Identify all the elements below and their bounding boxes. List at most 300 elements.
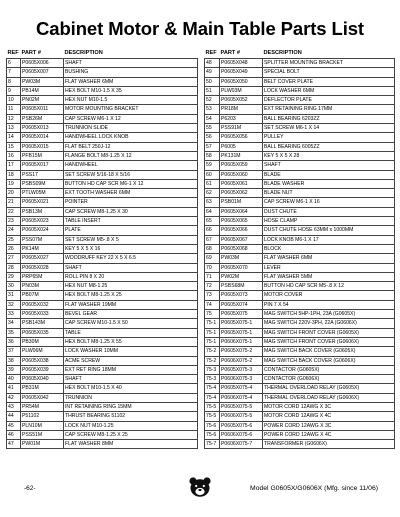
table-row xyxy=(205,347,395,356)
part-number-cell: P0605X049 xyxy=(220,68,263,77)
description-cell: BELT COVER PLATE xyxy=(263,77,395,86)
table-row xyxy=(205,170,395,179)
table-row xyxy=(205,114,395,123)
part-number-cell: P0605X060 xyxy=(220,170,263,179)
part-number-cell: PRP65M xyxy=(21,272,64,281)
ref-number-cell: 75-3 xyxy=(205,365,220,374)
description-cell: FLAT WASHER 5MM xyxy=(263,272,395,281)
ref-number-cell: 52 xyxy=(205,96,220,105)
description-cell: THRUST BEARING 51102 xyxy=(64,412,198,421)
description-cell: BLADE WASHER xyxy=(263,179,395,188)
description-cell: EXT RET RING 18MM xyxy=(64,365,198,374)
description-cell: EXT TOOTH WASHER 6MM xyxy=(64,189,198,198)
ref-number-cell: 12 xyxy=(7,114,21,123)
ref-number-cell: 35 xyxy=(7,328,21,337)
part-number-cell: P0605X074 xyxy=(220,300,263,309)
description-cell: PLATE xyxy=(64,226,198,235)
part-number-cell: P0605X038 xyxy=(21,356,64,365)
table-row xyxy=(7,384,198,393)
part-number-cell: PK14M xyxy=(21,244,64,253)
part-number-cell: P0605X017 xyxy=(21,161,64,170)
description-cell: SHAFT xyxy=(64,263,198,272)
table-row xyxy=(205,105,395,114)
ref-number-cell: 59 xyxy=(205,161,220,170)
table-row xyxy=(205,96,395,105)
ref-number-cell: 61 xyxy=(205,179,220,188)
part-number-cell: PSB13M xyxy=(21,207,64,216)
ref-number-cell: 39 xyxy=(7,365,21,374)
part-number-cell: PSS91M xyxy=(220,124,263,133)
table-row xyxy=(7,421,198,430)
ref-number-cell: 75-3 xyxy=(205,375,220,384)
part-number-cell: P0605X042 xyxy=(21,393,64,402)
part-number-cell: PLN10M xyxy=(21,421,64,430)
description-cell: LOCK KNOB M6-1 X 17 xyxy=(263,235,395,244)
table-row xyxy=(205,68,395,77)
table-row xyxy=(7,272,198,281)
part-number-cell: P51102 xyxy=(21,412,64,421)
table-row xyxy=(7,402,198,411)
ref-number-cell: 19 xyxy=(7,179,21,188)
description-cell: CONTACTOR (G0606X) xyxy=(263,375,395,384)
ref-number-cell: 15 xyxy=(7,142,21,151)
page-number: -62- xyxy=(24,485,36,492)
part-number-cell: P0605X028 xyxy=(21,263,64,272)
part-number-cell: P0605X075-3 xyxy=(220,365,263,374)
table-row xyxy=(205,282,395,291)
ref-number-cell: 38 xyxy=(7,356,21,365)
table-row xyxy=(7,179,198,188)
description-cell: BUSHING xyxy=(64,68,198,77)
table-row xyxy=(7,235,198,244)
table-row xyxy=(205,319,395,328)
part-number-cell: P0605X006 xyxy=(21,59,64,68)
ref-number-cell: 64 xyxy=(205,207,220,216)
table-row xyxy=(7,59,198,68)
table-row xyxy=(7,430,198,439)
table-row xyxy=(205,254,395,263)
part-number-cell: PLW03M xyxy=(220,86,263,95)
ref-number-cell: 75-6 xyxy=(205,421,220,430)
description-cell: POINTER xyxy=(64,198,198,207)
ref-number-cell: 65 xyxy=(205,217,220,226)
description-cell: KEY 5 X 5 X 16 xyxy=(64,244,198,253)
table-row xyxy=(205,300,395,309)
ref-number-cell: 11 xyxy=(7,105,21,114)
ref-number-cell: 32 xyxy=(7,300,21,309)
description-cell: HEX NUT M10-1.5 xyxy=(64,96,198,105)
table-row xyxy=(7,133,198,142)
table-row xyxy=(205,226,395,235)
description-cell: HEX BOLT M8-1.25 X 25 xyxy=(64,291,198,300)
table-row xyxy=(205,440,395,449)
part-number-cell: P0605X021 xyxy=(21,198,64,207)
table-row xyxy=(7,328,198,337)
description-cell: CAP SCREW M6-1 X 12 xyxy=(64,114,198,123)
table-row xyxy=(205,365,395,374)
part-number-cell: P0605X032 xyxy=(21,300,64,309)
description-cell: MOTOR MOUNTING BRACKET xyxy=(64,105,198,114)
description-cell: BUTTON HD CAP SCR M5-.8 X 12 xyxy=(263,282,395,291)
description-cell: MOTOR CORD 12AWG X 3C xyxy=(263,402,395,411)
ref-number-cell: 75-5 xyxy=(205,402,220,411)
description-cell: BUTTON HD CAP SCR M6-1 X 12 xyxy=(64,179,198,188)
ref-number-cell: 25 xyxy=(7,235,21,244)
table-row xyxy=(7,291,198,300)
ref-number-cell: 73 xyxy=(205,291,220,300)
description-cell: BLADE NUT xyxy=(263,189,395,198)
part-number-cell: PSB01M xyxy=(220,198,263,207)
table-row xyxy=(7,319,198,328)
table-row xyxy=(7,356,198,365)
description-cell: SET SCREW M6-1 X 14 xyxy=(263,124,395,133)
table-row xyxy=(7,189,198,198)
part-number-cell: P0605X061 xyxy=(220,179,263,188)
part-number-cell: PR54M xyxy=(21,402,64,411)
model-footer: Model G0605X/G0606X (Mfg. since 11/06) xyxy=(250,485,378,492)
description-cell: MAG SWITCH FRONT COVER (G0606X) xyxy=(263,337,395,346)
description-cell: HOSE CLAMP xyxy=(263,217,395,226)
ref-number-cell: 29 xyxy=(7,272,21,281)
part-number-cell: PW03M xyxy=(21,77,64,86)
part-number-cell: PSS17 xyxy=(21,170,64,179)
ref-number-cell: 43 xyxy=(7,402,21,411)
table-header-row xyxy=(7,48,198,59)
ref-number-cell: 75-1 xyxy=(205,337,220,346)
description-cell: MOTOR CORD 12AWG X 4C xyxy=(263,412,395,421)
part-number-cell: PSBS68M xyxy=(220,282,263,291)
table-row xyxy=(205,198,395,207)
description-cell: CAP SCREW M8-1.25 X 25 xyxy=(64,430,198,439)
part-number-cell: P0605X056 xyxy=(220,133,263,142)
table-row xyxy=(205,291,395,300)
table-row xyxy=(7,124,198,133)
table-row xyxy=(205,393,395,402)
table-row xyxy=(7,161,198,170)
ref-number-cell: 75-4 xyxy=(205,384,220,393)
table-row xyxy=(7,86,198,95)
description-cell: BALL BEARING 6203ZZ xyxy=(263,114,395,123)
part-number-cell: P0605X075-4 xyxy=(220,384,263,393)
table-row xyxy=(7,68,198,77)
description-cell: THERMAL OVERLOAD RELAY (G0606X) xyxy=(263,393,395,402)
table-row xyxy=(205,244,395,253)
table-row xyxy=(205,356,395,365)
ref-number-cell: 26 xyxy=(7,244,21,253)
part-number-cell: PB30M xyxy=(21,337,64,346)
part-number-cell: P0605X024 xyxy=(21,226,64,235)
ref-number-cell: 9 xyxy=(7,86,21,95)
ref-number-cell: 34 xyxy=(7,319,21,328)
parts-table-left xyxy=(6,48,198,449)
table-row xyxy=(205,272,395,281)
description-cell: MAG SWITCH BACK COVER (G0605X) xyxy=(263,347,395,356)
ref-number-cell: 41 xyxy=(7,384,21,393)
part-number-cell: PB14M xyxy=(21,86,64,95)
table-row xyxy=(205,412,395,421)
description-cell: POWER CORD 12AWG X 4C xyxy=(263,430,395,439)
ref-number-cell: 51 xyxy=(205,86,220,95)
part-number-cell: PN02M xyxy=(21,96,64,105)
part-number-cell: P0605X048 xyxy=(220,59,263,68)
description-cell: CAP SCREW M6-1 X 16 xyxy=(263,198,395,207)
table-row xyxy=(205,77,395,86)
description-cell: MAG SWITCH 5HP-1PH, 23A (G0605X) xyxy=(263,310,395,319)
ref-number-cell: 47 xyxy=(7,440,21,449)
part-number-cell: P0605X027 xyxy=(21,254,64,263)
table-row xyxy=(205,310,395,319)
part-number-cell: PN03M xyxy=(21,282,64,291)
ref-column-header: REF xyxy=(205,50,217,56)
ref-number-cell: 55 xyxy=(205,124,220,133)
table-row xyxy=(7,244,198,253)
table-row xyxy=(205,217,395,226)
ref-number-cell: 66 xyxy=(205,226,220,235)
table-row xyxy=(7,393,198,402)
description-cell: ROLL PIN 8 X 20 xyxy=(64,272,198,281)
part-number-cell: PSS07M xyxy=(21,235,64,244)
part-number-cell: PW03M xyxy=(220,254,263,263)
description-cell: TRANSFORMER (G0606X) xyxy=(263,440,395,449)
table-row xyxy=(205,384,395,393)
grizzly-bear-logo-icon xyxy=(188,476,212,498)
part-number-cell: P0606X075-6 xyxy=(220,430,263,439)
description-cell: EXT RETAINING RING 17MM xyxy=(263,105,395,114)
ref-number-cell: 70 xyxy=(205,263,220,272)
table-row xyxy=(7,337,198,346)
part-number-cell: P0606X075-3 xyxy=(220,375,263,384)
ref-number-cell: 54 xyxy=(205,114,220,123)
ref-number-cell: 28 xyxy=(7,263,21,272)
table-row xyxy=(205,328,395,337)
part-number-cell: P0605X023 xyxy=(21,217,64,226)
table-row xyxy=(7,77,198,86)
ref-number-cell: 36 xyxy=(7,337,21,346)
ref-number-cell: 7 xyxy=(7,68,21,77)
part-number-cell: P0605X039 xyxy=(21,365,64,374)
part-number-cell: PW02M xyxy=(220,272,263,281)
table-row xyxy=(205,402,395,411)
table-row xyxy=(205,207,395,216)
description-cell: BALL BEARING 6005ZZ xyxy=(263,142,395,151)
part-number-cell: P0605X075-6 xyxy=(220,421,263,430)
part-number-cell: P0605X015 xyxy=(21,142,64,151)
part-number-cell: P6203 xyxy=(220,114,263,123)
description-cell: CAP SCREW M8-1.25 X 30 xyxy=(64,207,198,216)
table-row xyxy=(7,142,198,151)
table-row xyxy=(7,263,198,272)
part-number-cell: P0605X035 xyxy=(21,328,64,337)
ref-number-cell: 22 xyxy=(7,207,21,216)
description-cell: DUST CHUTE xyxy=(263,207,395,216)
ref-number-cell: 13 xyxy=(7,124,21,133)
description-cell: PIN 7 X 54 xyxy=(263,300,395,309)
table-header-row xyxy=(205,48,395,59)
ref-number-cell: 63 xyxy=(205,198,220,207)
ref-number-cell: 60 xyxy=(205,170,220,179)
part-number-cell: PR18M xyxy=(220,105,263,114)
ref-number-cell: 44 xyxy=(7,412,21,421)
description-cell: MOTOR COVER xyxy=(263,291,395,300)
ref-number-cell: 20 xyxy=(7,189,21,198)
description-cell: KEY 5 X 5 X 28 xyxy=(263,151,395,160)
table-row xyxy=(7,96,198,105)
part-number-cell: P0605X070 xyxy=(220,263,263,272)
part-number-cell: PB31M xyxy=(21,384,64,393)
table-row xyxy=(7,310,198,319)
ref-number-cell: 56 xyxy=(205,133,220,142)
part-number-cell: P0605X073 xyxy=(220,291,263,300)
part-number-cell: PW01M xyxy=(21,440,64,449)
ref-number-cell: 69 xyxy=(205,254,220,263)
ref-number-cell: 53 xyxy=(205,105,220,114)
part-number-cell: P0605X040 xyxy=(21,375,64,384)
ref-number-cell: 75-5 xyxy=(205,412,220,421)
part-number-cell: P0605X075 xyxy=(220,310,263,319)
ref-number-cell: 27 xyxy=(7,254,21,263)
table-row xyxy=(7,375,198,384)
table-row xyxy=(7,254,198,263)
description-cell: POWER CORD 12AWG X 3C xyxy=(263,421,395,430)
page-title: Cabinet Motor & Main Table Parts List xyxy=(36,18,364,39)
description-cell: HANDWHEEL xyxy=(64,161,198,170)
description-cell: HEX BOLT M8-1.25 X 55 xyxy=(64,337,198,346)
part-number-cell: PFB15M xyxy=(21,151,64,160)
part-number-cell: P0605X075-2 xyxy=(220,347,263,356)
description-cell: FLAT WASHER 8MM xyxy=(64,440,198,449)
description-cell: SPECIAL BOLT xyxy=(263,68,395,77)
description-cell: SHAFT xyxy=(263,161,395,170)
table-row xyxy=(205,263,395,272)
ref-number-cell: 75 xyxy=(205,310,220,319)
ref-number-cell: 30 xyxy=(7,282,21,291)
table-row xyxy=(7,114,198,123)
part-number-cell: P0605X011 xyxy=(21,105,64,114)
part-number-cell: P0606X075-5 xyxy=(220,412,263,421)
part-column-header: PART # xyxy=(21,50,41,56)
ref-number-cell: 75-7 xyxy=(205,440,220,449)
ref-number-cell: 62 xyxy=(205,189,220,198)
description-cell: THERMAL OVERLOAD RELAY (G0605X) xyxy=(263,384,395,393)
ref-number-cell: 21 xyxy=(7,198,21,207)
description-cell: SHAFT xyxy=(64,59,198,68)
ref-number-cell: 75-1 xyxy=(205,319,220,328)
ref-number-cell: 16 xyxy=(7,151,21,160)
ref-number-cell: 45 xyxy=(7,421,21,430)
part-number-cell: P0606X075-4 xyxy=(220,393,263,402)
description-cell: HANDWHEEL LOCK KNOB xyxy=(64,133,198,142)
ref-number-cell: 37 xyxy=(7,347,21,356)
part-number-cell: P0605X052 xyxy=(220,96,263,105)
part-number-cell: PTLW05M xyxy=(21,189,64,198)
description-cell: BLOCK xyxy=(263,244,395,253)
ref-number-cell: 68 xyxy=(205,244,220,253)
part-number-cell: PSS51M xyxy=(21,430,64,439)
description-cell: SET SCREW M5-.8 X 5 xyxy=(64,235,198,244)
part-number-cell: P0605X064 xyxy=(220,207,263,216)
description-cell: FLAT WASHER 6MM xyxy=(263,254,395,263)
description-cell: FLANGE BOLT M8-1.25 X 12 xyxy=(64,151,198,160)
ref-number-cell: 8 xyxy=(7,77,21,86)
ref-number-cell: 67 xyxy=(205,235,220,244)
part-number-cell: P0606X075-1 xyxy=(220,337,263,346)
part-number-cell: P0605X033 xyxy=(21,310,64,319)
table-row xyxy=(7,217,198,226)
ref-number-cell: 71 xyxy=(205,272,220,281)
description-cell: FLAT WASHER 19MM xyxy=(64,300,198,309)
table-row xyxy=(7,347,198,356)
ref-number-cell: 72 xyxy=(205,282,220,291)
ref-number-cell: 42 xyxy=(7,393,21,402)
description-cell: BEVEL GEAR xyxy=(64,310,198,319)
table-row xyxy=(7,226,198,235)
ref-number-cell: 24 xyxy=(7,226,21,235)
table-row xyxy=(205,86,395,95)
table-row xyxy=(7,198,198,207)
description-cell: ACME SCREW xyxy=(64,356,198,365)
ref-column-header: REF xyxy=(7,50,19,56)
description-cell: MAG SWITCH BACK COVER (G0606X) xyxy=(263,356,395,365)
table-row xyxy=(205,179,395,188)
part-number-cell: PB07M xyxy=(21,291,64,300)
description-cell: LOCK NUT M10-1.25 xyxy=(64,421,198,430)
description-cell: SHAFT xyxy=(64,375,198,384)
part-number-cell: P0606X075-2 xyxy=(220,356,263,365)
table-row xyxy=(205,337,395,346)
table-row xyxy=(205,430,395,439)
ref-number-cell: 74 xyxy=(205,300,220,309)
description-cell: HEX NUT M8-1.25 xyxy=(64,282,198,291)
description-cell: HEX BOLT M10-1.5 X 40 xyxy=(64,384,198,393)
table-row xyxy=(7,170,198,179)
description-cell: DEFLECTOR PLATE xyxy=(263,96,395,105)
ref-number-cell: 31 xyxy=(7,291,21,300)
part-number-cell: P0605X050 xyxy=(220,77,263,86)
ref-number-cell: 75-1 xyxy=(205,328,220,337)
table-row xyxy=(7,300,198,309)
table-row xyxy=(7,412,198,421)
part-number-cell: P0605X075-1 xyxy=(220,319,263,328)
part-number-cell: P0605X075-5 xyxy=(220,402,263,411)
ref-number-cell: 10 xyxy=(7,96,21,105)
table-row xyxy=(205,189,395,198)
table-row xyxy=(205,59,395,68)
ref-number-cell: 6 xyxy=(7,59,21,68)
ref-number-cell: 33 xyxy=(7,310,21,319)
description-cell: INT RETAINING RING 15MM xyxy=(64,402,198,411)
part-number-cell: P0605X075-1 xyxy=(220,328,263,337)
description-cell: TABLE INSERT xyxy=(64,217,198,226)
table-row xyxy=(205,421,395,430)
description-cell: WOODRUFF KEY 22 X 5 X 6.5 xyxy=(64,254,198,263)
part-number-cell: P0605X014 xyxy=(21,133,64,142)
ref-number-cell: 46 xyxy=(7,430,21,439)
description-cell: TRUNNION xyxy=(64,393,198,402)
part-number-cell: PSB143M xyxy=(21,319,64,328)
table-row xyxy=(7,365,198,374)
ref-number-cell: 23 xyxy=(7,217,21,226)
part-number-cell: P6005 xyxy=(220,142,263,151)
part-number-cell: P0605X068 xyxy=(220,244,263,253)
description-cell: FLAT WASHER 6MM xyxy=(64,77,198,86)
description-cell: TRUNNION SLIDE xyxy=(64,124,198,133)
ref-number-cell: 58 xyxy=(205,151,220,160)
part-number-cell: PLW06M xyxy=(21,347,64,356)
ref-number-cell: 75-2 xyxy=(205,356,220,365)
part-number-cell: P0605X065 xyxy=(220,217,263,226)
table-row xyxy=(7,105,198,114)
table-row xyxy=(7,282,198,291)
